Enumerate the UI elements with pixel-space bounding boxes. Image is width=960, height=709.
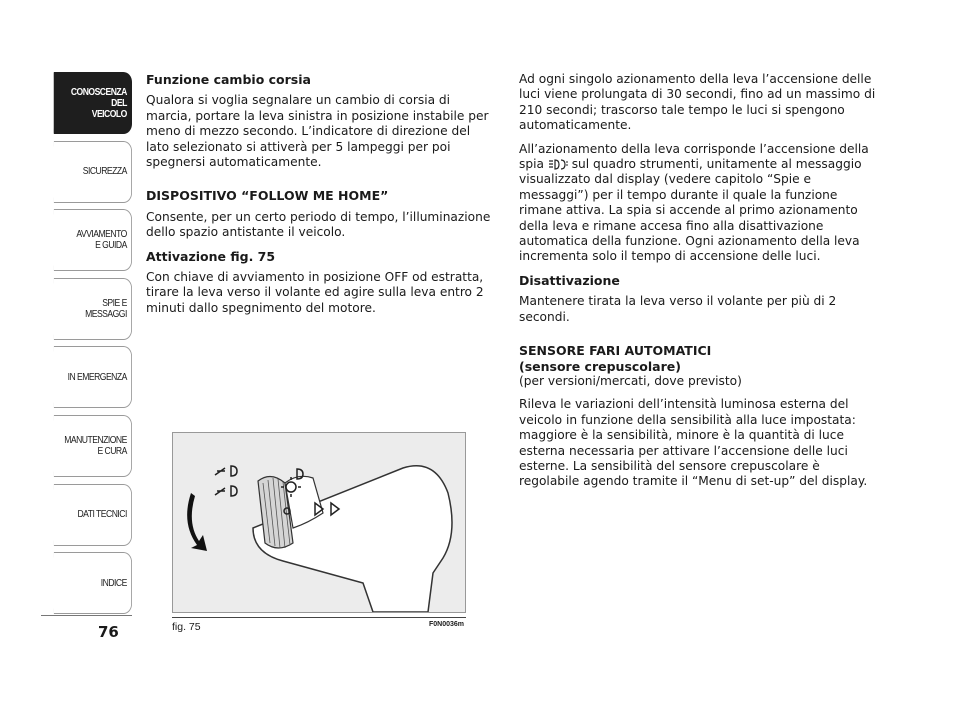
tab-label: INDICE	[100, 577, 127, 589]
paragraph: Qualora si voglia segnalare un cambio di corsia di marcia, portare la leva sinistra in posizione instabile per meno di mezzo secondo. L’indicatore di direzione del lato selezionato si attiverà per 5 lampeggi per poi spegnersi automaticamente.	[146, 93, 489, 170]
figure-caption: fig. 75	[172, 621, 201, 633]
paragraph: Consente, per un certo periodo di tempo, l’illuminazione dello spazio antistante il veicolo.	[146, 209, 491, 240]
page-number-divider	[41, 615, 132, 616]
tab-conoscenza-del-veicolo[interactable]	[54, 72, 132, 134]
page-number: 76	[98, 623, 119, 641]
paragraph	[519, 142, 881, 265]
tab-label: AVVIAMENTO E GUIDA	[76, 229, 127, 252]
tab-spie-e-messaggi[interactable]	[54, 278, 132, 340]
paragraph: Rileva le variazioni dell’intensità luminosa esterna del veicolo in funzione della sensibilità alla luce impostata: maggiore è la sensibilità, minore è la quantità di luce esterna necessaria per attivare l’accensione delle luci esterne. La sensibilità del sensore crepuscolare è regolabile agendo tramite il “Menu di set-up” del display.	[519, 397, 868, 489]
light-switch-lever-icon	[173, 433, 465, 612]
figure-rule	[172, 617, 466, 618]
chapter-tabs	[41, 72, 132, 621]
left-column	[146, 72, 496, 324]
tab-avviamento-e-guida[interactable]	[54, 209, 132, 271]
tab-label: MANUTENZIONE E CURA	[64, 434, 127, 457]
tab-dati-tecnici[interactable]	[54, 484, 132, 546]
section-heading: Attivazione fig. 75	[146, 248, 276, 264]
rotation-arrow-icon	[187, 493, 207, 551]
tab-label: CONOSCENZA DEL VEICOLO	[70, 86, 127, 120]
tab-label: IN EMERGENZA	[67, 371, 127, 383]
tab-in-emergenza[interactable]	[54, 346, 132, 408]
section-subheading: (sensore crepuscolare)	[519, 358, 681, 374]
figure-code: F0N0036m	[429, 621, 465, 628]
tab-manutenzione-e-cura[interactable]	[54, 415, 132, 477]
follow-me-home-icon	[548, 159, 568, 170]
tab-label: SPIE E MESSAGGI	[85, 297, 127, 320]
tab-label: SICUREZZA	[82, 166, 127, 178]
tab-label: DATI TECNICI	[77, 509, 127, 521]
paragraph: Ad ogni singolo azionamento della leva l’accensione delle luci viene prolungata di 30 secondi, fino ad un massimo di 210 secondi; trascorso tale tempo le luci si spengono automaticamente.	[519, 72, 876, 133]
paragraph: (per versioni/mercati, dove previsto)	[519, 373, 742, 388]
paragraph: Con chiave di avviamento in posizione OFF od estratta, tirare la leva verso il volante ed agire sulla leva entro 2 minuti dallo spegnimento del motore.	[146, 270, 484, 315]
tab-sicurezza[interactable]	[54, 141, 132, 203]
paragraph: Mantenere tirata la leva verso il volante per più di 2 secondi.	[519, 294, 837, 324]
paragraph-text: All’azionamento della leva corrisponde l’accensione della spia	[519, 141, 869, 172]
right-column	[519, 72, 881, 498]
paragraph-text: sul quadro strumenti, unitamente al messaggio visualizzato dal display (vedere capitolo “Spie e messaggi”) per il tempo durante il quale la funzione rimane attiva. La spia si accende al primo azionamento della leva e rimane accesa fino alla disattivazione automatica della funzione. Ogni azionamento della leva incrementa solo il tempo di accensione delle luci.	[519, 157, 862, 264]
section-heading: Funzione cambio corsia	[146, 72, 311, 87]
tab-indice[interactable]	[54, 552, 132, 614]
section-heading: DISPOSITIVO “FOLLOW ME HOME”	[146, 188, 389, 204]
section-heading: Disattivazione	[519, 272, 620, 288]
figure-75	[172, 432, 466, 613]
section-heading: SENSORE FARI AUTOMATICI	[519, 343, 712, 359]
